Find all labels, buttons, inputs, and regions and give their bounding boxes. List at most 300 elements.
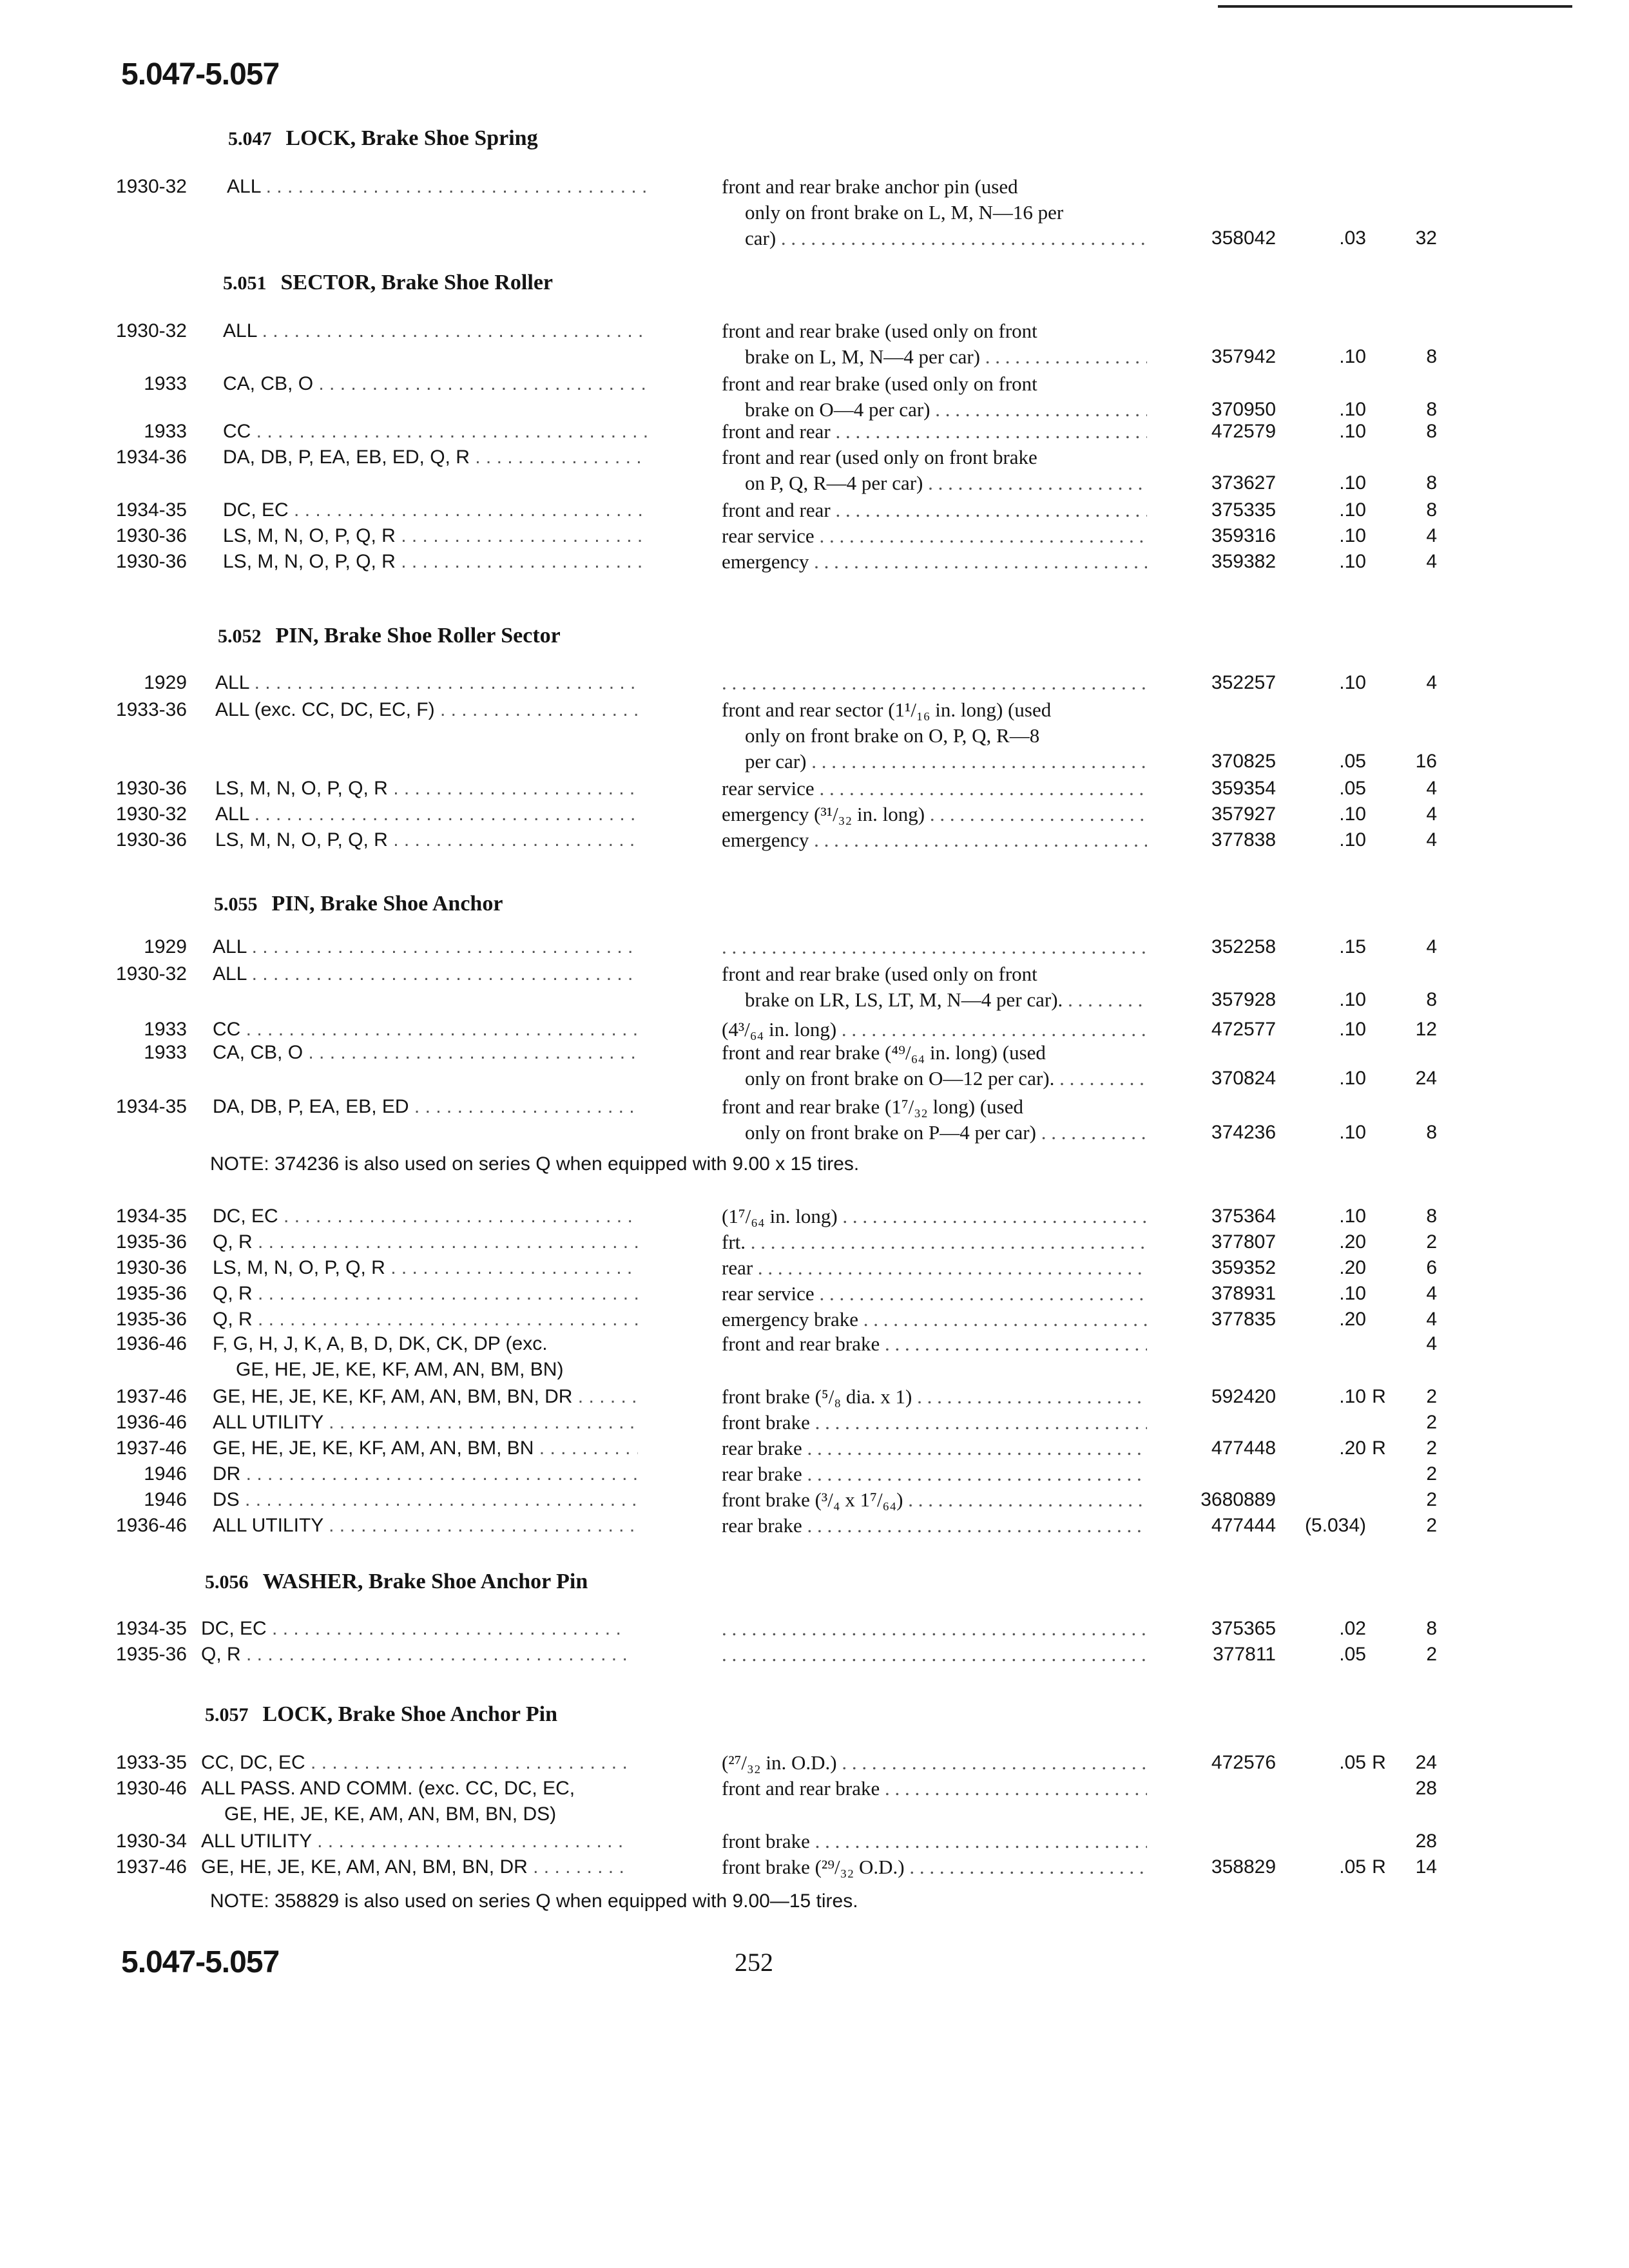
price: .10 xyxy=(1339,1068,1366,1089)
application-text: LS, M, N, O, P, Q, R . . . xyxy=(223,551,648,572)
model-year: 1936-46 xyxy=(115,1412,187,1433)
model-year: 1934-36 xyxy=(115,447,187,468)
description-line: frt. . . . xyxy=(722,1229,1147,1255)
part-number: 375335 xyxy=(1211,499,1276,521)
model-year: 1930-32 xyxy=(115,176,187,197)
description-line: brake on L, M, N—4 per car) . . . xyxy=(722,344,1147,370)
quantity: 16 xyxy=(1415,751,1437,772)
application xyxy=(223,497,648,523)
part-number: 352257 xyxy=(1211,672,1276,693)
quantity: 4 xyxy=(1426,829,1437,850)
application xyxy=(215,697,641,723)
application-text: ALL . . . xyxy=(227,176,652,197)
application xyxy=(213,934,638,960)
model-year: 1930-36 xyxy=(115,778,187,799)
model-year: 1933 xyxy=(144,373,187,394)
model-year: 1934-35 xyxy=(115,1618,187,1639)
quantity: 4 xyxy=(1426,525,1437,546)
application xyxy=(213,1436,638,1461)
application xyxy=(215,776,641,802)
application-line: GE, HE, JE, KE, KF, AM, AN, BM, BN) xyxy=(236,1359,564,1380)
price: .10 xyxy=(1339,829,1366,850)
application-line: ALL PASS. AND COMM. (exc. CC, DC, EC, xyxy=(201,1778,575,1799)
price: .10 xyxy=(1339,399,1366,420)
price: .10 xyxy=(1339,1122,1366,1143)
model-year: 1934-35 xyxy=(115,499,187,521)
description-line: rear service . . . xyxy=(722,776,1147,802)
application-text: Q, R . . . xyxy=(213,1283,638,1304)
price: .02 xyxy=(1339,1618,1366,1639)
quantity: 24 xyxy=(1415,1752,1437,1773)
quantity: 2 xyxy=(1426,1644,1437,1665)
description-line: on P, Q, R—4 per car) . . . xyxy=(722,470,1147,496)
description xyxy=(722,776,1147,802)
description-line: only on front brake on O, P, Q, R—8 xyxy=(745,724,1040,747)
description-line: rear brake . . . xyxy=(722,1513,1147,1539)
model-year: 1935-36 xyxy=(115,1231,187,1253)
description-line: only on front brake on O—12 per car). . . . xyxy=(722,1066,1147,1091)
application-text: Q, R . . . xyxy=(201,1644,626,1665)
model-year: 1929 xyxy=(144,672,187,693)
application-text: ALL . . . xyxy=(215,803,641,825)
top-rule xyxy=(1218,5,1572,8)
quantity: 2 xyxy=(1426,1412,1437,1433)
model-year: 1930-32 xyxy=(115,963,187,985)
description-line: front and rear brake anchor pin (used xyxy=(722,175,1018,198)
price: .20 xyxy=(1339,1437,1366,1459)
application xyxy=(213,1487,638,1513)
description-line: rear brake . . . xyxy=(722,1436,1147,1461)
section-note: NOTE: 358829 is also used on series Q when equipped with 9.00—15 tires. xyxy=(210,1890,858,1912)
quantity: 4 xyxy=(1426,672,1437,693)
description-line: front and rear (used only on front brake xyxy=(722,446,1037,468)
description-line: brake on LR, LS, LT, M, N—4 per car). . . . xyxy=(722,987,1147,1013)
section-title: SECTOR, Brake Shoe Roller xyxy=(280,271,554,294)
part-number: 377811 xyxy=(1213,1644,1276,1665)
price: .10 xyxy=(1339,1206,1366,1227)
description xyxy=(722,1461,1147,1487)
page-range-footer: 5.047-5.057 xyxy=(121,1945,280,1979)
quantity: 4 xyxy=(1426,803,1437,825)
description-line: front brake . . . xyxy=(722,1410,1147,1436)
description xyxy=(722,1255,1147,1281)
description-line: front brake (²⁹/₃₂ O.D.) . . . xyxy=(722,1854,1147,1880)
part-number: 592420 xyxy=(1211,1386,1276,1407)
description-line: rear service . . . xyxy=(722,523,1147,549)
quantity: 8 xyxy=(1426,421,1437,442)
application xyxy=(223,523,648,549)
description-line: emergency (³¹/₃₂ in. long) . . . xyxy=(722,802,1147,827)
model-year: 1933 xyxy=(144,1042,187,1063)
description-line: front and rear . . . xyxy=(722,419,1147,445)
application-text: CC . . . xyxy=(223,421,648,442)
section-title: PIN, Brake Shoe Anchor xyxy=(271,892,503,916)
description xyxy=(722,934,1147,960)
description-line: rear brake . . . xyxy=(722,1461,1147,1487)
price: .05 xyxy=(1339,1856,1366,1878)
model-year: 1946 xyxy=(144,1463,187,1485)
description xyxy=(722,549,1147,575)
description-line: front brake (³/₄ x 1⁷/₆₄) . . . xyxy=(722,1487,1147,1513)
application-text: DC, EC . . . xyxy=(213,1206,638,1227)
part-number: 358042 xyxy=(1211,227,1276,249)
model-year: 1930-46 xyxy=(115,1778,187,1799)
part-number: 477444 xyxy=(1211,1515,1276,1536)
description-line: rear service . . . xyxy=(722,1281,1147,1307)
application xyxy=(213,1040,638,1066)
description-line: front and rear sector (1¹/₁₆ in. long) (used xyxy=(722,698,1052,721)
application-text: DC, EC . . . xyxy=(201,1618,626,1639)
description xyxy=(722,1616,1147,1642)
part-number: 375365 xyxy=(1211,1618,1276,1639)
application xyxy=(223,445,648,470)
model-year: 1933 xyxy=(144,1019,187,1040)
quantity: 28 xyxy=(1415,1831,1437,1852)
price: .10 xyxy=(1339,551,1366,572)
description-line: only on front brake on P—4 per car) . . . xyxy=(722,1120,1147,1146)
quantity: 4 xyxy=(1426,1309,1437,1330)
replacement-flag: R xyxy=(1372,1752,1386,1773)
application-text: ALL (exc. CC, DC, EC, F) . . . xyxy=(215,699,641,720)
application xyxy=(201,1750,626,1776)
replacement-flag: R xyxy=(1372,1856,1386,1878)
quantity: 4 xyxy=(1426,1283,1437,1304)
price: .10 xyxy=(1339,1283,1366,1304)
description xyxy=(722,523,1147,549)
description xyxy=(722,1040,1147,1091)
description-line: front and rear brake (used only on front xyxy=(722,320,1037,342)
application-text: ALL . . . xyxy=(215,672,641,693)
price: .10 xyxy=(1339,346,1366,367)
description xyxy=(722,1642,1147,1667)
part-number: 359354 xyxy=(1211,778,1276,799)
price: .10 xyxy=(1339,672,1366,693)
part-number: 472577 xyxy=(1211,1019,1276,1040)
quantity: 2 xyxy=(1426,1515,1437,1536)
application xyxy=(213,1513,638,1539)
description-line: front and rear brake (1⁷/₃₂ long) (used xyxy=(722,1095,1023,1118)
section-heading xyxy=(214,892,503,916)
quantity: 8 xyxy=(1426,346,1437,367)
application-text: GE, HE, JE, KE, KF, AM, AN, BM, BN . . . xyxy=(213,1437,638,1459)
part-number: 377838 xyxy=(1211,829,1276,850)
part-number: 3680889 xyxy=(1200,1489,1276,1510)
application xyxy=(213,1331,638,1383)
description-line: emergency . . . xyxy=(722,549,1147,575)
part-number: 375364 xyxy=(1211,1206,1276,1227)
section-number: 5.056 xyxy=(205,1571,249,1593)
application xyxy=(227,174,652,200)
description-line: emergency . . . xyxy=(722,827,1147,853)
quantity: 32 xyxy=(1415,227,1437,249)
application xyxy=(213,1410,638,1436)
quantity: 2 xyxy=(1426,1489,1437,1510)
model-year: 1937-46 xyxy=(115,1856,187,1878)
application-text: LS, M, N, O, P, Q, R . . . xyxy=(215,829,641,850)
application-text: DR . . . xyxy=(213,1463,638,1485)
part-number: 357942 xyxy=(1211,346,1276,367)
quantity: 8 xyxy=(1426,1122,1437,1143)
application-text: ALL UTILITY . . . xyxy=(213,1412,638,1433)
description xyxy=(722,1487,1147,1513)
quantity: 4 xyxy=(1426,936,1437,957)
application-text: CC, DC, EC . . . xyxy=(201,1752,626,1773)
section-heading xyxy=(205,1570,588,1594)
quantity: 12 xyxy=(1415,1019,1437,1040)
application-text: Q, R . . . xyxy=(213,1309,638,1330)
part-number: 352258 xyxy=(1211,936,1276,957)
description xyxy=(722,802,1147,827)
part-number: 377807 xyxy=(1211,1231,1276,1253)
page-number: 252 xyxy=(735,1948,773,1977)
description-line: car) . . . xyxy=(722,226,1147,251)
model-year: 1930-34 xyxy=(115,1831,187,1852)
description xyxy=(722,1017,1147,1043)
section-title: LOCK, Brake Shoe Spring xyxy=(285,126,538,150)
part-number: 477448 xyxy=(1211,1437,1276,1459)
part-number: 370825 xyxy=(1211,751,1276,772)
model-year: 1937-46 xyxy=(115,1386,187,1407)
description xyxy=(722,1229,1147,1255)
application-text: CC . . . xyxy=(213,1019,638,1040)
quantity: 2 xyxy=(1426,1386,1437,1407)
application xyxy=(213,961,638,987)
replacement-flag: R xyxy=(1372,1437,1386,1459)
model-year: 1930-32 xyxy=(115,803,187,825)
price: .10 xyxy=(1339,472,1366,494)
application-text: ALL . . . xyxy=(213,963,638,985)
quantity: 2 xyxy=(1426,1231,1437,1253)
section-heading xyxy=(218,624,561,648)
price: .10 xyxy=(1339,525,1366,546)
price: .05 xyxy=(1339,778,1366,799)
model-year: 1933-35 xyxy=(115,1752,187,1773)
application-text: CA, CB, O . . . xyxy=(223,373,648,394)
application-text: LS, M, N, O, P, Q, R . . . xyxy=(213,1257,638,1278)
part-number: 370950 xyxy=(1211,399,1276,420)
section-number: 5.047 xyxy=(228,128,272,149)
quantity: 4 xyxy=(1426,778,1437,799)
description-line: front brake . . . xyxy=(722,1829,1147,1854)
quantity: 8 xyxy=(1426,499,1437,521)
price: .10 xyxy=(1339,421,1366,442)
part-number: 370824 xyxy=(1211,1068,1276,1089)
price: .10 xyxy=(1339,1386,1366,1407)
application xyxy=(223,549,648,575)
part-number: 358829 xyxy=(1211,1856,1276,1878)
application xyxy=(201,1854,626,1880)
quantity: 4 xyxy=(1426,551,1437,572)
price: .20 xyxy=(1339,1231,1366,1253)
description-line: brake on O—4 per car) . . . xyxy=(722,397,1147,423)
application xyxy=(213,1204,638,1229)
application-text: CA, CB, O . . . xyxy=(213,1042,638,1063)
application-text: GE, HE, JE, KE, AM, AN, BM, BN, DR . . . xyxy=(201,1856,626,1878)
model-year: 1930-36 xyxy=(115,1257,187,1278)
description-line: front and rear brake (⁴⁹/₆₄ in. long) (used xyxy=(722,1041,1046,1064)
section-number: 5.057 xyxy=(205,1704,249,1725)
model-year: 1934-35 xyxy=(115,1096,187,1117)
description-line xyxy=(722,670,1147,696)
section-number: 5.055 xyxy=(214,894,258,915)
model-year: 1946 xyxy=(144,1489,187,1510)
description xyxy=(722,1307,1147,1332)
part-number: 374236 xyxy=(1211,1122,1276,1143)
quantity: 2 xyxy=(1426,1463,1437,1485)
part-number: 357927 xyxy=(1211,803,1276,825)
model-year: 1935-36 xyxy=(115,1644,187,1665)
application xyxy=(223,419,648,445)
description xyxy=(722,1384,1147,1410)
part-number: 378931 xyxy=(1211,1283,1276,1304)
application-text: DS . . . xyxy=(213,1489,638,1510)
description xyxy=(722,1281,1147,1307)
application xyxy=(213,1229,638,1255)
description-line: (4³/₆₄ in. long) . . . xyxy=(722,1017,1147,1043)
description-line xyxy=(722,1642,1147,1667)
application-text: DA, DB, P, EA, EB, ED, Q, R . . . xyxy=(223,447,648,468)
price: .20 xyxy=(1339,1309,1366,1330)
quantity: 8 xyxy=(1426,989,1437,1010)
model-year: 1930-36 xyxy=(115,525,187,546)
section-note: NOTE: 374236 is also used on series Q when equipped with 9.00 x 15 tires. xyxy=(210,1153,860,1175)
description xyxy=(722,318,1147,370)
model-year: 1930-32 xyxy=(115,320,187,341)
model-year: 1934-35 xyxy=(115,1206,187,1227)
description-line xyxy=(722,934,1147,960)
section-heading xyxy=(228,126,538,151)
description-line xyxy=(722,1616,1147,1642)
price: (5.034) xyxy=(1304,1515,1366,1536)
quantity: 24 xyxy=(1415,1068,1437,1089)
application xyxy=(201,1616,626,1642)
quantity: 6 xyxy=(1426,1257,1437,1278)
description xyxy=(722,1331,1147,1357)
description-line: per car) . . . xyxy=(722,749,1147,774)
description-line: only on front brake on L, M, N—16 per xyxy=(745,201,1064,224)
description xyxy=(722,1410,1147,1436)
application-line: F, G, H, J, K, A, B, D, DK, CK, DP (exc. xyxy=(213,1333,548,1354)
description-line: rear . . . xyxy=(722,1255,1147,1281)
price: .10 xyxy=(1339,1019,1366,1040)
part-number: 472579 xyxy=(1211,421,1276,442)
price: .20 xyxy=(1339,1257,1366,1278)
application xyxy=(213,1255,638,1281)
description xyxy=(722,419,1147,445)
model-year: 1933-36 xyxy=(115,699,187,720)
model-year: 1933 xyxy=(144,421,187,442)
section-title: LOCK, Brake Shoe Anchor Pin xyxy=(262,1702,557,1726)
description-line: front and rear brake (used only on front xyxy=(722,372,1037,395)
price: .10 xyxy=(1339,499,1366,521)
section-number: 5.052 xyxy=(218,626,262,647)
quantity: 8 xyxy=(1426,1206,1437,1227)
description-line: front brake (⁵/₈ dia. x 1) . . . xyxy=(722,1384,1147,1410)
description xyxy=(722,371,1147,423)
price: .05 xyxy=(1339,1752,1366,1773)
application-line: GE, HE, JE, KE, AM, AN, BM, BN, DS) xyxy=(224,1803,557,1825)
part-number: 359316 xyxy=(1211,525,1276,546)
quantity: 28 xyxy=(1415,1778,1437,1799)
description-line: front and rear . . . xyxy=(722,497,1147,523)
application-text: ALL UTILITY . . . xyxy=(213,1515,638,1536)
model-year: 1930-36 xyxy=(115,829,187,850)
part-number: 357928 xyxy=(1211,989,1276,1010)
description xyxy=(722,497,1147,523)
quantity: 4 xyxy=(1426,1333,1437,1354)
part-number: 377835 xyxy=(1211,1309,1276,1330)
section-title: PIN, Brake Shoe Roller Sector xyxy=(275,624,561,648)
application-text: Q, R . . . xyxy=(213,1231,638,1253)
application-text: LS, M, N, O, P, Q, R . . . xyxy=(223,525,648,546)
application xyxy=(213,1017,638,1043)
description xyxy=(722,1094,1147,1146)
description xyxy=(722,1829,1147,1854)
application xyxy=(201,1829,626,1854)
price: .05 xyxy=(1339,751,1366,772)
application xyxy=(213,1281,638,1307)
section-title: WASHER, Brake Shoe Anchor Pin xyxy=(262,1570,588,1593)
description xyxy=(722,1750,1147,1776)
price: .03 xyxy=(1339,227,1366,249)
model-year: 1935-36 xyxy=(115,1309,187,1330)
description xyxy=(722,1854,1147,1880)
part-number: 359352 xyxy=(1211,1257,1276,1278)
application xyxy=(213,1094,638,1120)
application-text: ALL UTILITY . . . xyxy=(201,1831,626,1852)
description xyxy=(722,1513,1147,1539)
part-number: 359382 xyxy=(1211,551,1276,572)
section-number: 5.051 xyxy=(223,273,267,294)
model-year: 1937-46 xyxy=(115,1437,187,1459)
replacement-flag: R xyxy=(1372,1386,1386,1407)
price: .10 xyxy=(1339,803,1366,825)
model-year: 1930-36 xyxy=(115,551,187,572)
description xyxy=(722,697,1147,774)
model-year: 1936-46 xyxy=(115,1333,187,1354)
model-year: 1935-36 xyxy=(115,1283,187,1304)
description-line: emergency brake . . . xyxy=(722,1307,1147,1332)
model-year: 1929 xyxy=(144,936,187,957)
quantity: 8 xyxy=(1426,399,1437,420)
description xyxy=(722,174,1147,251)
application xyxy=(215,802,641,827)
part-number: 373627 xyxy=(1211,472,1276,494)
price: .10 xyxy=(1339,989,1366,1010)
description xyxy=(722,827,1147,853)
application xyxy=(215,827,641,853)
application-text: LS, M, N, O, P, Q, R . . . xyxy=(215,778,641,799)
quantity: 2 xyxy=(1426,1437,1437,1459)
price: .05 xyxy=(1339,1644,1366,1665)
application-text: DA, DB, P, EA, EB, ED . . . xyxy=(213,1096,638,1117)
description xyxy=(722,1204,1147,1229)
application xyxy=(201,1776,626,1827)
section-heading xyxy=(223,271,553,295)
application-text: ALL . . . xyxy=(223,320,648,341)
application xyxy=(213,1461,638,1487)
quantity: 14 xyxy=(1415,1856,1437,1878)
application-text: GE, HE, JE, KE, KF, AM, AN, BM, BN, DR . . . xyxy=(213,1386,638,1407)
application-text: ALL . . . xyxy=(213,936,638,957)
price: .15 xyxy=(1339,936,1366,957)
application xyxy=(213,1384,638,1410)
application xyxy=(223,371,648,397)
description-line: (²⁷/₃₂ in. O.D.) . . . xyxy=(722,1750,1147,1776)
application xyxy=(213,1307,638,1332)
page-range-header: 5.047-5.057 xyxy=(121,57,280,91)
quantity: 8 xyxy=(1426,472,1437,494)
